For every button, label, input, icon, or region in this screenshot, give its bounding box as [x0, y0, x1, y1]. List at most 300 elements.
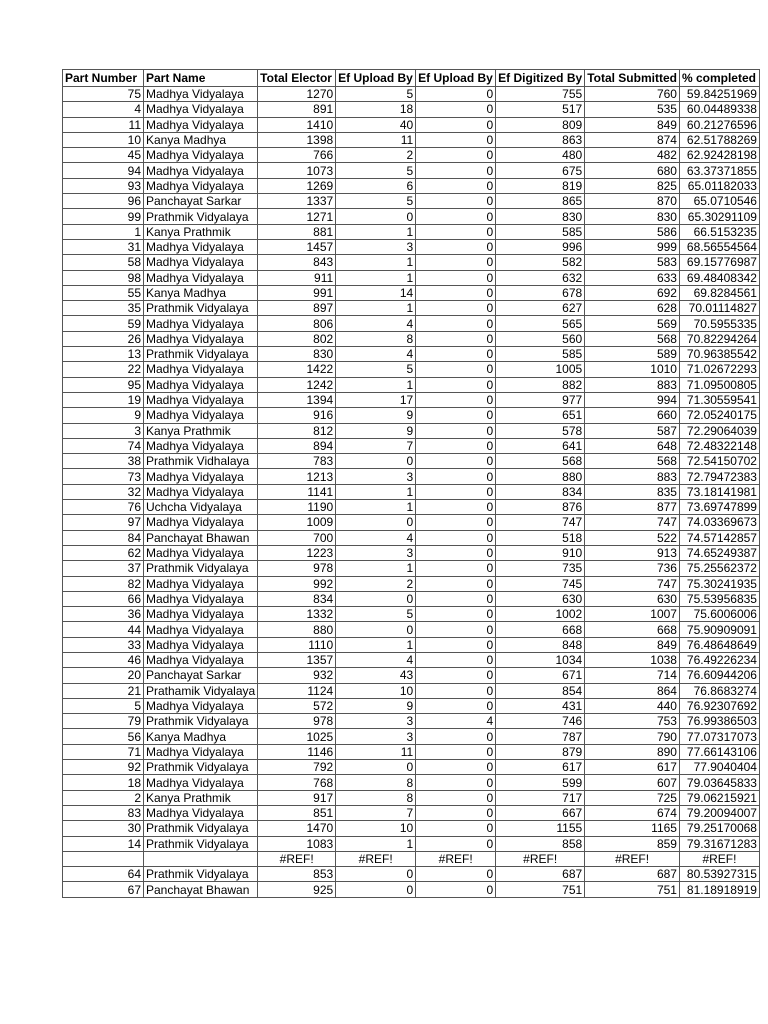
cell-ef-digitized-by[interactable]: 1155	[496, 821, 585, 836]
cell-total-submitted[interactable]: 747	[585, 576, 680, 591]
cell-part-number[interactable]: 10	[63, 132, 144, 147]
cell-total-elector[interactable]: #REF!	[258, 851, 336, 866]
cell-ef-digitized-by[interactable]: 787	[496, 729, 585, 744]
cell-total-submitted[interactable]: 568	[585, 331, 680, 346]
cell-ef-upload-by-2[interactable]: 0	[416, 607, 496, 622]
cell-total-submitted[interactable]: 849	[585, 637, 680, 652]
cell-ef-upload-by-2[interactable]: 0	[416, 224, 496, 239]
cell-part-number[interactable]: 67	[63, 882, 144, 897]
cell-ef-upload-by-2[interactable]: 0	[416, 790, 496, 805]
cell-ef-upload-by-1[interactable]: 5	[336, 607, 416, 622]
cell-ef-upload-by-1[interactable]: #REF!	[336, 851, 416, 866]
header-cell-ef-digitized-by[interactable]: Ef Digitized By	[496, 70, 585, 87]
cell-ef-upload-by-2[interactable]: 0	[416, 132, 496, 147]
cell-ef-digitized-by[interactable]: 745	[496, 576, 585, 591]
cell-percent-completed[interactable]: 74.57142857	[679, 530, 759, 545]
cell-part-number[interactable]: 19	[63, 392, 144, 407]
cell-percent-completed[interactable]: 75.25562372	[679, 561, 759, 576]
cell-percent-completed[interactable]: 75.30241935	[679, 576, 759, 591]
cell-total-submitted[interactable]: #REF!	[585, 851, 680, 866]
cell-part-name[interactable]: Madhya Vidyalaya	[144, 744, 258, 759]
cell-part-number[interactable]: 59	[63, 316, 144, 331]
cell-total-submitted[interactable]: 864	[585, 683, 680, 698]
cell-total-elector[interactable]: 917	[258, 790, 336, 805]
cell-total-submitted[interactable]: 660	[585, 408, 680, 423]
cell-ef-upload-by-1[interactable]: 3	[336, 714, 416, 729]
cell-ef-upload-by-1[interactable]: 11	[336, 132, 416, 147]
cell-part-name[interactable]: Madhya Vidyalaya	[144, 576, 258, 591]
cell-part-number[interactable]: 73	[63, 469, 144, 484]
cell-ef-digitized-by[interactable]: 876	[496, 500, 585, 515]
cell-percent-completed[interactable]: 79.20094007	[679, 805, 759, 820]
cell-ef-upload-by-1[interactable]: 2	[336, 576, 416, 591]
cell-total-submitted[interactable]: 859	[585, 836, 680, 851]
cell-part-name[interactable]: Panchayat Bhawan	[144, 882, 258, 897]
cell-part-name[interactable]: Madhya Vidyalaya	[144, 316, 258, 331]
cell-part-name[interactable]: Madhya Vidyalaya	[144, 362, 258, 377]
cell-total-elector[interactable]: 1083	[258, 836, 336, 851]
cell-total-submitted[interactable]: 714	[585, 668, 680, 683]
cell-ef-upload-by-1[interactable]: 0	[336, 515, 416, 530]
cell-ef-upload-by-2[interactable]: 0	[416, 239, 496, 254]
cell-ef-upload-by-1[interactable]: 0	[336, 591, 416, 606]
header-cell-ef-upload-by-1[interactable]: Ef Upload By	[336, 70, 416, 87]
cell-percent-completed[interactable]: 81.18918919	[679, 882, 759, 897]
cell-ef-upload-by-1[interactable]: 8	[336, 331, 416, 346]
cell-part-name[interactable]: Madhya Vidyalaya	[144, 148, 258, 163]
cell-part-name[interactable]: Madhya Vidyalaya	[144, 392, 258, 407]
cell-ef-digitized-by[interactable]: 518	[496, 530, 585, 545]
cell-ef-digitized-by[interactable]: 599	[496, 775, 585, 790]
cell-part-number[interactable]: 74	[63, 438, 144, 453]
cell-total-elector[interactable]: 1357	[258, 652, 336, 667]
cell-ef-upload-by-1[interactable]: 5	[336, 87, 416, 102]
cell-ef-upload-by-1[interactable]: 14	[336, 285, 416, 300]
cell-total-elector[interactable]: 792	[258, 760, 336, 775]
cell-ef-upload-by-1[interactable]: 2	[336, 148, 416, 163]
cell-percent-completed[interactable]: 63.37371855	[679, 163, 759, 178]
cell-ef-digitized-by[interactable]: 675	[496, 163, 585, 178]
cell-ef-upload-by-2[interactable]: 0	[416, 561, 496, 576]
cell-ef-upload-by-2[interactable]: 0	[416, 698, 496, 713]
cell-total-submitted[interactable]: 883	[585, 469, 680, 484]
cell-ef-upload-by-2[interactable]: 0	[416, 744, 496, 759]
cell-total-elector[interactable]: 1242	[258, 377, 336, 392]
cell-ef-upload-by-2[interactable]: 0	[416, 163, 496, 178]
cell-part-number[interactable]: 14	[63, 836, 144, 851]
cell-part-number[interactable]: 64	[63, 867, 144, 882]
cell-total-elector[interactable]: 916	[258, 408, 336, 423]
cell-part-number[interactable]: 1	[63, 224, 144, 239]
cell-ef-digitized-by[interactable]: 517	[496, 102, 585, 117]
cell-ef-upload-by-2[interactable]: 0	[416, 285, 496, 300]
cell-ef-upload-by-2[interactable]: 0	[416, 117, 496, 132]
cell-part-number[interactable]: 66	[63, 591, 144, 606]
cell-ef-upload-by-1[interactable]: 1	[336, 836, 416, 851]
cell-part-number[interactable]: 44	[63, 622, 144, 637]
cell-ef-upload-by-1[interactable]: 4	[336, 530, 416, 545]
cell-total-submitted[interactable]: 725	[585, 790, 680, 805]
cell-ef-upload-by-2[interactable]: 0	[416, 347, 496, 362]
cell-part-name[interactable]: Madhya Vidyalaya	[144, 698, 258, 713]
cell-part-number[interactable]: 30	[63, 821, 144, 836]
cell-percent-completed[interactable]: 79.03645833	[679, 775, 759, 790]
cell-ef-upload-by-1[interactable]: 1	[336, 377, 416, 392]
cell-part-name[interactable]: Madhya Vidyalaya	[144, 377, 258, 392]
cell-total-elector[interactable]: 894	[258, 438, 336, 453]
cell-ef-digitized-by[interactable]: 617	[496, 760, 585, 775]
cell-ef-upload-by-1[interactable]: 40	[336, 117, 416, 132]
cell-ef-upload-by-2[interactable]: 0	[416, 362, 496, 377]
cell-part-number[interactable]: 82	[63, 576, 144, 591]
cell-ef-upload-by-2[interactable]: 0	[416, 331, 496, 346]
cell-total-submitted[interactable]: 680	[585, 163, 680, 178]
cell-part-number[interactable]: 3	[63, 423, 144, 438]
cell-ef-upload-by-2[interactable]: 0	[416, 530, 496, 545]
cell-ef-upload-by-2[interactable]: 0	[416, 392, 496, 407]
cell-part-name[interactable]: Madhya Vidyalaya	[144, 545, 258, 560]
cell-total-submitted[interactable]: 1010	[585, 362, 680, 377]
cell-ef-digitized-by[interactable]: 830	[496, 209, 585, 224]
cell-ef-upload-by-1[interactable]: 0	[336, 454, 416, 469]
cell-percent-completed[interactable]: 62.51788269	[679, 132, 759, 147]
cell-total-submitted[interactable]: 994	[585, 392, 680, 407]
cell-part-name[interactable]: Kanya Prathmik	[144, 790, 258, 805]
cell-part-name[interactable]: Madhya Vidyalaya	[144, 163, 258, 178]
cell-ef-upload-by-2[interactable]: 0	[416, 484, 496, 499]
cell-ef-digitized-by[interactable]: 879	[496, 744, 585, 759]
cell-part-name[interactable]: Prathmik Vidyalaya	[144, 760, 258, 775]
cell-ef-upload-by-2[interactable]: 0	[416, 622, 496, 637]
cell-part-name[interactable]	[144, 851, 258, 866]
cell-ef-upload-by-2[interactable]: 4	[416, 714, 496, 729]
cell-part-number[interactable]: 83	[63, 805, 144, 820]
cell-percent-completed[interactable]: 68.56554564	[679, 239, 759, 254]
cell-total-elector[interactable]: 880	[258, 622, 336, 637]
cell-part-name[interactable]: Madhya Vidyalaya	[144, 178, 258, 193]
cell-total-elector[interactable]: 1332	[258, 607, 336, 622]
cell-total-elector[interactable]: 881	[258, 224, 336, 239]
cell-ef-digitized-by[interactable]: 565	[496, 316, 585, 331]
cell-ef-upload-by-1[interactable]: 10	[336, 683, 416, 698]
cell-part-name[interactable]: Madhya Vidyalaya	[144, 515, 258, 530]
cell-ef-upload-by-2[interactable]: 0	[416, 637, 496, 652]
cell-percent-completed[interactable]: 65.30291109	[679, 209, 759, 224]
cell-part-number[interactable]: 56	[63, 729, 144, 744]
cell-ef-digitized-by[interactable]: 671	[496, 668, 585, 683]
cell-total-submitted[interactable]: 568	[585, 454, 680, 469]
cell-total-submitted[interactable]: 760	[585, 87, 680, 102]
cell-part-name[interactable]: Prathmik Vidyalaya	[144, 821, 258, 836]
cell-total-elector[interactable]: 843	[258, 255, 336, 270]
cell-part-number[interactable]: 2	[63, 790, 144, 805]
cell-ef-upload-by-2[interactable]: 0	[416, 882, 496, 897]
cell-part-name[interactable]: Prathmik Vidhalaya	[144, 454, 258, 469]
cell-part-number[interactable]	[63, 851, 144, 866]
cell-total-elector[interactable]: 1110	[258, 637, 336, 652]
cell-total-elector[interactable]: 978	[258, 561, 336, 576]
cell-total-elector[interactable]: 700	[258, 530, 336, 545]
cell-ef-upload-by-2[interactable]: 0	[416, 87, 496, 102]
cell-total-submitted[interactable]: 830	[585, 209, 680, 224]
cell-percent-completed[interactable]: 74.65249387	[679, 545, 759, 560]
cell-part-name[interactable]: Madhya Vidyalaya	[144, 775, 258, 790]
cell-ef-digitized-by[interactable]: 687	[496, 867, 585, 882]
cell-total-submitted[interactable]: 687	[585, 867, 680, 882]
cell-percent-completed[interactable]: 75.6006006	[679, 607, 759, 622]
cell-total-elector[interactable]: 1470	[258, 821, 336, 836]
cell-total-submitted[interactable]: 751	[585, 882, 680, 897]
cell-ef-upload-by-1[interactable]: 1	[336, 224, 416, 239]
cell-ef-upload-by-2[interactable]: 0	[416, 270, 496, 285]
cell-total-elector[interactable]: 853	[258, 867, 336, 882]
cell-ef-upload-by-2[interactable]: 0	[416, 178, 496, 193]
cell-percent-completed[interactable]: 65.0710546	[679, 194, 759, 209]
cell-part-name[interactable]: Madhya Vidyalaya	[144, 607, 258, 622]
cell-total-elector[interactable]: 1223	[258, 545, 336, 560]
header-cell-ef-upload-by-2[interactable]: Ef Upload By	[416, 70, 496, 87]
cell-percent-completed[interactable]: 65.01182033	[679, 178, 759, 193]
cell-ef-digitized-by[interactable]: 1005	[496, 362, 585, 377]
cell-ef-upload-by-2[interactable]: 0	[416, 729, 496, 744]
cell-total-elector[interactable]: 1457	[258, 239, 336, 254]
cell-part-name[interactable]: Madhya Vidyalaya	[144, 484, 258, 499]
cell-total-elector[interactable]: 830	[258, 347, 336, 362]
cell-total-submitted[interactable]: 1165	[585, 821, 680, 836]
cell-part-number[interactable]: 97	[63, 515, 144, 530]
cell-part-number[interactable]: 36	[63, 607, 144, 622]
cell-total-submitted[interactable]: 617	[585, 760, 680, 775]
cell-ef-upload-by-1[interactable]: 0	[336, 622, 416, 637]
cell-ef-upload-by-1[interactable]: 3	[336, 729, 416, 744]
cell-ef-upload-by-1[interactable]: 7	[336, 805, 416, 820]
cell-total-submitted[interactable]: 870	[585, 194, 680, 209]
cell-ef-upload-by-2[interactable]: 0	[416, 377, 496, 392]
cell-percent-completed[interactable]: 76.48648649	[679, 637, 759, 652]
cell-percent-completed[interactable]: 70.5955335	[679, 316, 759, 331]
cell-part-name[interactable]: Kanya Prathmik	[144, 423, 258, 438]
cell-ef-upload-by-2[interactable]: 0	[416, 469, 496, 484]
cell-ef-upload-by-2[interactable]: 0	[416, 500, 496, 515]
cell-part-number[interactable]: 99	[63, 209, 144, 224]
cell-percent-completed[interactable]: 79.31671283	[679, 836, 759, 851]
cell-ef-upload-by-1[interactable]: 1	[336, 500, 416, 515]
cell-total-elector[interactable]: 766	[258, 148, 336, 163]
cell-ef-upload-by-1[interactable]: 18	[336, 102, 416, 117]
cell-part-number[interactable]: 5	[63, 698, 144, 713]
cell-total-elector[interactable]: 978	[258, 714, 336, 729]
cell-total-submitted[interactable]: 668	[585, 622, 680, 637]
cell-part-name[interactable]: Kanya Madhya	[144, 132, 258, 147]
cell-ef-upload-by-2[interactable]: 0	[416, 316, 496, 331]
cell-percent-completed[interactable]: 72.54150702	[679, 454, 759, 469]
cell-percent-completed[interactable]: 73.18141981	[679, 484, 759, 499]
cell-ef-upload-by-1[interactable]: 1	[336, 484, 416, 499]
cell-part-name[interactable]: Panchayat Sarkar	[144, 668, 258, 683]
cell-ef-digitized-by[interactable]: 880	[496, 469, 585, 484]
cell-ef-digitized-by[interactable]: 480	[496, 148, 585, 163]
cell-total-elector[interactable]: 1410	[258, 117, 336, 132]
header-cell-total-elector[interactable]: Total Elector	[258, 70, 336, 87]
cell-ef-upload-by-2[interactable]: 0	[416, 683, 496, 698]
cell-part-number[interactable]: 79	[63, 714, 144, 729]
cell-ef-upload-by-1[interactable]: 4	[336, 316, 416, 331]
cell-ef-upload-by-2[interactable]: 0	[416, 652, 496, 667]
cell-total-elector[interactable]: 834	[258, 591, 336, 606]
cell-total-submitted[interactable]: 849	[585, 117, 680, 132]
cell-ef-digitized-by[interactable]: 431	[496, 698, 585, 713]
cell-part-name[interactable]: Prathamik Vidyalaya	[144, 683, 258, 698]
cell-part-number[interactable]: 13	[63, 347, 144, 362]
cell-ef-digitized-by[interactable]: 560	[496, 331, 585, 346]
cell-ef-digitized-by[interactable]: 651	[496, 408, 585, 423]
cell-ef-upload-by-1[interactable]: 1	[336, 270, 416, 285]
cell-part-number[interactable]: 38	[63, 454, 144, 469]
cell-percent-completed[interactable]: 79.06215921	[679, 790, 759, 805]
cell-part-name[interactable]: Prathmik Vidyalaya	[144, 301, 258, 316]
cell-total-submitted[interactable]: 874	[585, 132, 680, 147]
cell-ef-digitized-by[interactable]: #REF!	[496, 851, 585, 866]
cell-part-number[interactable]: 46	[63, 652, 144, 667]
cell-ef-upload-by-2[interactable]: 0	[416, 836, 496, 851]
cell-percent-completed[interactable]: 66.5153235	[679, 224, 759, 239]
cell-percent-completed[interactable]: 73.69747899	[679, 500, 759, 515]
cell-part-name[interactable]: Madhya Vidyalaya	[144, 622, 258, 637]
cell-ef-upload-by-2[interactable]: 0	[416, 775, 496, 790]
header-cell-part-number[interactable]: Part Number	[63, 70, 144, 87]
cell-ef-digitized-by[interactable]: 977	[496, 392, 585, 407]
cell-percent-completed[interactable]: 59.84251969	[679, 87, 759, 102]
cell-ef-upload-by-1[interactable]: 9	[336, 408, 416, 423]
cell-part-number[interactable]: 62	[63, 545, 144, 560]
cell-percent-completed[interactable]: 76.8683274	[679, 683, 759, 698]
cell-total-submitted[interactable]: 883	[585, 377, 680, 392]
cell-percent-completed[interactable]: 76.49226234	[679, 652, 759, 667]
cell-ef-digitized-by[interactable]: 585	[496, 347, 585, 362]
cell-total-submitted[interactable]: 607	[585, 775, 680, 790]
cell-total-submitted[interactable]: 648	[585, 438, 680, 453]
cell-part-name[interactable]: Uchcha Vidyalaya	[144, 500, 258, 515]
cell-part-number[interactable]: 35	[63, 301, 144, 316]
cell-part-name[interactable]: Madhya Vidyalaya	[144, 87, 258, 102]
cell-percent-completed[interactable]: 79.25170068	[679, 821, 759, 836]
cell-total-submitted[interactable]: 569	[585, 316, 680, 331]
cell-total-elector[interactable]: 897	[258, 301, 336, 316]
cell-ef-upload-by-2[interactable]: 0	[416, 821, 496, 836]
cell-part-name[interactable]: Madhya Vidyalaya	[144, 805, 258, 820]
cell-part-name[interactable]: Madhya Vidyalaya	[144, 255, 258, 270]
cell-ef-digitized-by[interactable]: 819	[496, 178, 585, 193]
cell-ef-upload-by-1[interactable]: 0	[336, 882, 416, 897]
cell-percent-completed[interactable]: 69.8284561	[679, 285, 759, 300]
cell-part-number[interactable]: 26	[63, 331, 144, 346]
cell-percent-completed[interactable]: 74.03369673	[679, 515, 759, 530]
cell-part-name[interactable]: Prathmik Vidyalaya	[144, 714, 258, 729]
cell-ef-upload-by-2[interactable]: 0	[416, 591, 496, 606]
cell-percent-completed[interactable]: #REF!	[679, 851, 759, 866]
cell-part-number[interactable]: 21	[63, 683, 144, 698]
cell-part-number[interactable]: 9	[63, 408, 144, 423]
cell-ef-upload-by-2[interactable]: 0	[416, 760, 496, 775]
cell-ef-digitized-by[interactable]: 863	[496, 132, 585, 147]
cell-part-name[interactable]: Prathmik Vidyalaya	[144, 347, 258, 362]
cell-ef-digitized-by[interactable]: 755	[496, 87, 585, 102]
cell-percent-completed[interactable]: 75.90909091	[679, 622, 759, 637]
cell-ef-upload-by-1[interactable]: 3	[336, 239, 416, 254]
cell-total-elector[interactable]: 806	[258, 316, 336, 331]
cell-percent-completed[interactable]: 75.53956835	[679, 591, 759, 606]
cell-part-name[interactable]: Madhya Vidyalaya	[144, 117, 258, 132]
cell-part-name[interactable]: Panchayat Bhawan	[144, 530, 258, 545]
cell-total-elector[interactable]: 925	[258, 882, 336, 897]
cell-ef-digitized-by[interactable]: 627	[496, 301, 585, 316]
cell-part-number[interactable]: 45	[63, 148, 144, 163]
cell-ef-digitized-by[interactable]: 747	[496, 515, 585, 530]
cell-ef-upload-by-1[interactable]: 3	[336, 469, 416, 484]
cell-ef-upload-by-2[interactable]: 0	[416, 301, 496, 316]
cell-total-elector[interactable]: 1124	[258, 683, 336, 698]
cell-total-elector[interactable]: 802	[258, 331, 336, 346]
cell-percent-completed[interactable]: 76.92307692	[679, 698, 759, 713]
cell-ef-digitized-by[interactable]: 632	[496, 270, 585, 285]
cell-ef-upload-by-1[interactable]: 0	[336, 760, 416, 775]
cell-total-submitted[interactable]: 633	[585, 270, 680, 285]
cell-ef-upload-by-2[interactable]: 0	[416, 867, 496, 882]
cell-total-submitted[interactable]: 440	[585, 698, 680, 713]
cell-ef-upload-by-1[interactable]: 5	[336, 163, 416, 178]
cell-part-name[interactable]: Madhya Vidyalaya	[144, 591, 258, 606]
cell-total-submitted[interactable]: 692	[585, 285, 680, 300]
cell-total-elector[interactable]: 1398	[258, 132, 336, 147]
header-cell-part-name[interactable]: Part Name	[144, 70, 258, 87]
cell-ef-digitized-by[interactable]: 630	[496, 591, 585, 606]
cell-percent-completed[interactable]: 71.09500805	[679, 377, 759, 392]
cell-total-submitted[interactable]: 913	[585, 545, 680, 560]
cell-total-elector[interactable]: 1213	[258, 469, 336, 484]
cell-part-number[interactable]: 92	[63, 760, 144, 775]
cell-percent-completed[interactable]: 69.48408342	[679, 270, 759, 285]
cell-total-elector[interactable]: 1146	[258, 744, 336, 759]
cell-ef-upload-by-1[interactable]: 9	[336, 423, 416, 438]
cell-total-submitted[interactable]: 747	[585, 515, 680, 530]
cell-ef-upload-by-1[interactable]: 6	[336, 178, 416, 193]
cell-part-name[interactable]: Madhya Vidyalaya	[144, 652, 258, 667]
cell-percent-completed[interactable]: 80.53927315	[679, 867, 759, 882]
cell-percent-completed[interactable]: 69.15776987	[679, 255, 759, 270]
cell-total-submitted[interactable]: 835	[585, 484, 680, 499]
cell-total-elector[interactable]: 1422	[258, 362, 336, 377]
cell-part-number[interactable]: 71	[63, 744, 144, 759]
cell-ef-upload-by-1[interactable]: 1	[336, 561, 416, 576]
cell-total-elector[interactable]: 812	[258, 423, 336, 438]
cell-part-number[interactable]: 22	[63, 362, 144, 377]
cell-ef-upload-by-1[interactable]: 43	[336, 668, 416, 683]
cell-ef-upload-by-1[interactable]: 4	[336, 652, 416, 667]
cell-percent-completed[interactable]: 77.66143106	[679, 744, 759, 759]
cell-total-elector[interactable]: 1269	[258, 178, 336, 193]
cell-part-name[interactable]: Panchayat Sarkar	[144, 194, 258, 209]
cell-total-submitted[interactable]: 736	[585, 561, 680, 576]
cell-ef-upload-by-1[interactable]: 1	[336, 637, 416, 652]
cell-ef-upload-by-1[interactable]: 0	[336, 209, 416, 224]
cell-part-name[interactable]: Madhya Vidyalaya	[144, 331, 258, 346]
cell-ef-digitized-by[interactable]: 1034	[496, 652, 585, 667]
cell-percent-completed[interactable]: 60.21276596	[679, 117, 759, 132]
cell-part-name[interactable]: Kanya Madhya	[144, 285, 258, 300]
cell-total-submitted[interactable]: 999	[585, 239, 680, 254]
cell-ef-digitized-by[interactable]: 882	[496, 377, 585, 392]
cell-ef-upload-by-2[interactable]: 0	[416, 255, 496, 270]
